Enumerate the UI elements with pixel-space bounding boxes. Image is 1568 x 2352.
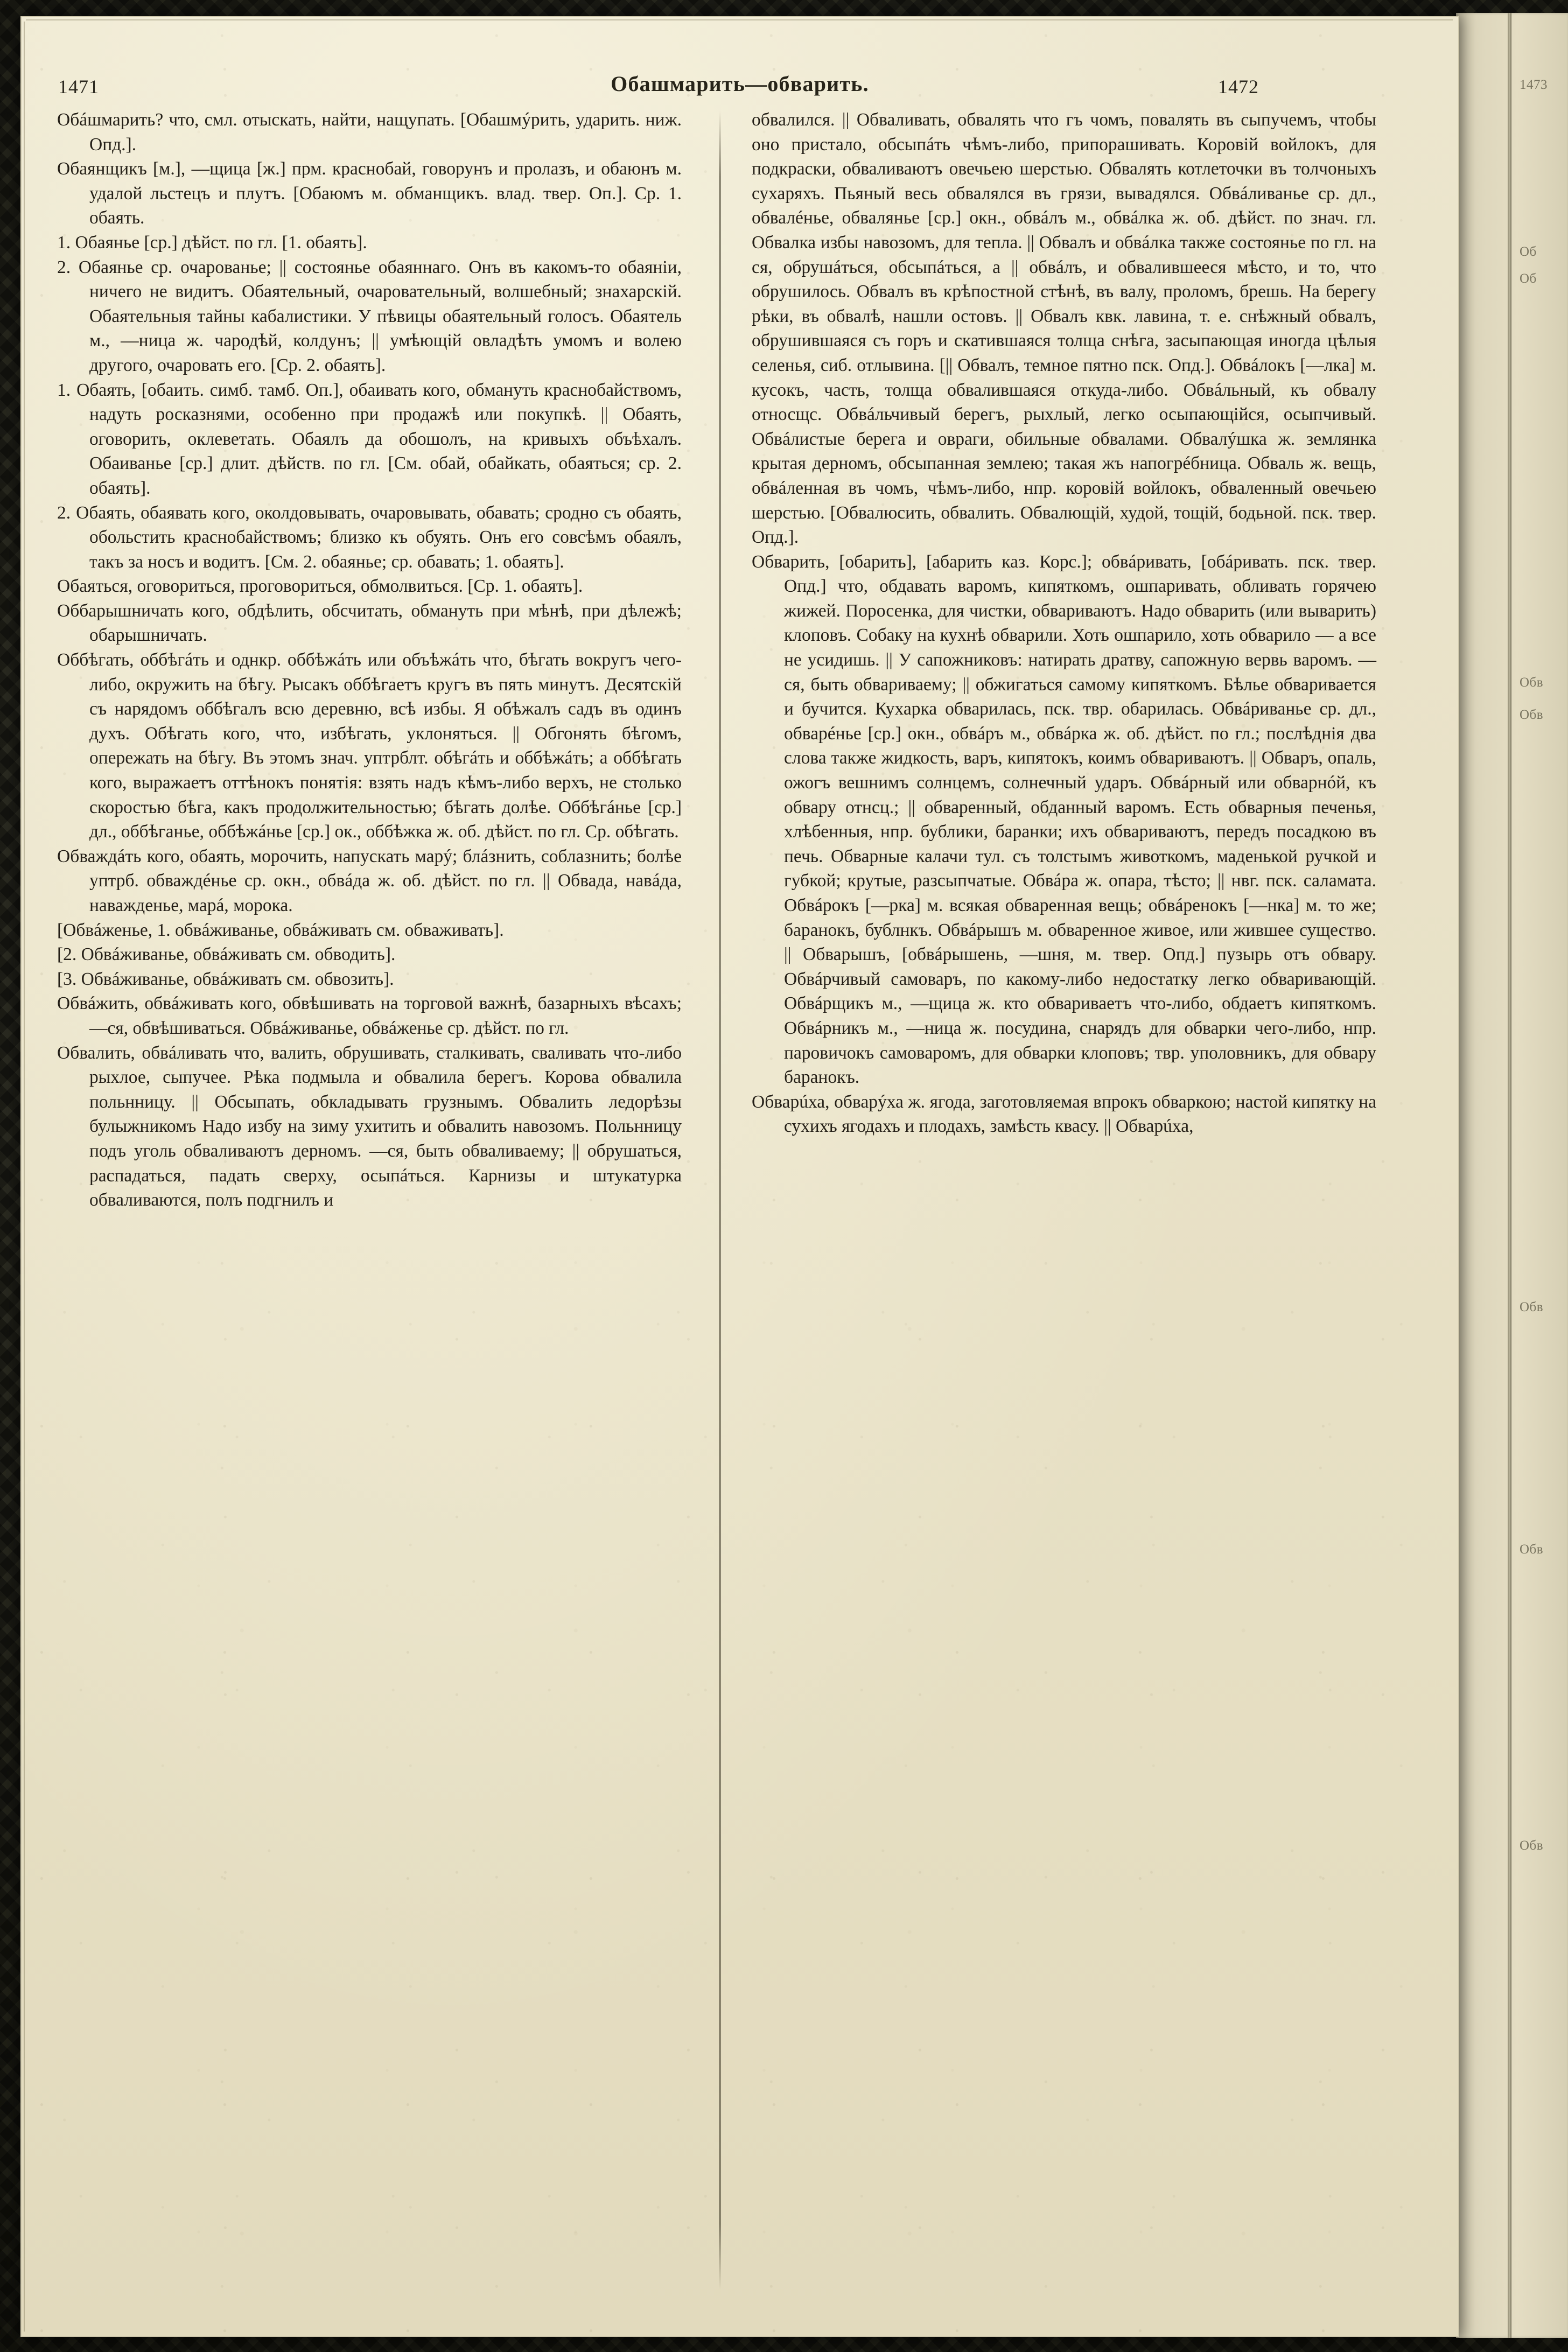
next-page-fragment-3: Обв	[1520, 675, 1544, 690]
dictionary-entry: 2. Обаять, обаявать кого, околдовывать, очаровывать, обавать; сродно съ обаять, обольстить краснобайствомъ; близко къ обуять. Онъ его совсѣмъ обаялъ, такъ за носъ и водитъ. [См. 2. обаянье; ср. обавать; 1. обаять].	[57, 502, 682, 572]
next-page-fragment-4: Обв	[1520, 708, 1544, 722]
dictionary-entry: Обвалить, обвáливать что, валить, обрушивать, сталкивать, сваливать что-либо рыхлое, сыпучее. Рѣка подмыла и обвалила берегъ. Корова обвалила польнницу. || Обсыпать, обкладывать грузнымъ. Обвалить ледорѣзы булыжникомъ Надо избу на зиму ухитить и обвалить навозомъ. Польнницу подъ уголь обваливаютъ дерномъ. —ся, быть обваливаему; || обрушаться, распадаться, падать сверху, осыпáться. Карнизы и штукатурка обваливаются, полъ подгнилъ и	[57, 1042, 682, 1210]
next-page-folio: 1473	[1520, 78, 1548, 92]
dictionary-entry: 2. Обаянье ср. очарованье; || состоянье обаяннаго. Онъ въ какомъ-то обаянiи, ничего не видитъ. Обаятельный, очаровательный, волшебный; знахарскiй. Обаятельныя тайны кабалистики. У пѣвицы обаятельный голосъ. Обаятель м., —ница ж. чародѣй, колдунъ; || умѣющiй овладѣть умомъ и волею другого, очаровать его. [Ср. 2. обаять].	[57, 257, 682, 375]
dictionary-entry: Обаяться, оговориться, проговориться, обмолвиться. [Ср. 1. обаять].	[57, 576, 583, 597]
dictionary-page	[22, 17, 1458, 2336]
dictionary-entry: Обаянщикъ [м.], —щица [ж.] прм. краснобай, говорунъ и пролазъ, и обаюнъ м. удалой льстецъ и плутъ. [Обаюмъ м. обманщикъ. влад. твер. Оп.]. Ср. 1. обаять.	[57, 159, 682, 228]
running-head: Обашмарить—обварить.	[611, 72, 869, 96]
dictionary-entry: Оббарышничать кого, обдѣлить, обсчитать, обмануть при мѣнѣ, при дѣлежѣ; обарышничать.	[57, 600, 682, 646]
next-page-fragment-6: Обв	[1520, 1542, 1544, 1557]
page-gutter-line	[1508, 13, 1511, 2338]
next-page-edge	[1456, 13, 1568, 2338]
dictionary-entry: Обварúха, обварýха ж. ягода, заготовляемая впрокъ обваркою; настой кипятку на сухихъ ягодахъ и плодахъ, замѣсть квасу. || Обварúха,	[752, 1091, 1376, 1137]
page-edge-bevel-top	[26, 19, 1453, 20]
dictionary-entry: Обваждáть кого, обаять, морочить, напускать марý; блáзнить, соблазнить; болѣе уптрб. обваждéнье ср. окн., обвáда ж. об. дѣйст. по гл. || Обвада, навáда, наважденье, марá, морока.	[57, 846, 682, 915]
dictionary-entry: Оббѣгать, оббѣгáть и однкр. оббѣжáть или объѣжáть что, бѣгать вокругъ чего-либо, окружить на бѣгу. Рысакъ оббѣгаетъ кругъ въ пять минутъ. Десятскiй съ нарядомъ оббѣгалъ всю деревню, всѣ избы. Я обѣжалъ садъ въ одинъ духъ. Обѣгать кого, что, избѣгать, уклоняться. || Обгонять бѣгомъ, опережать на бѣгу. Въ этомъ знач. уптрблт. обѣгáть и оббѣжáть; а оббѣгать кого, выражаетъ оттѣнокъ понятiя: взять надъ кѣмъ-либо верхъ, не столько скоростью бѣга, какъ продолжительностью; бѣгать долѣе. Оббѣгáнье [ср.] дл., оббѣганье, оббѣжáнье [ср.] ок., оббѣжка ж. об. дѣйст. по гл. Ср. обѣгать.	[57, 650, 682, 842]
dictionary-entry: [Обвáженье, 1. обвáживанье, обвáживать см. обваживать].	[57, 920, 504, 940]
column-divider-rule	[719, 111, 721, 2290]
dictionary-entry: Обáшмарить? что, смл. отыскать, найти, нащупать. [Обашмýрить, ударить. ниж. Опд.].	[57, 110, 682, 155]
dictionary-entry: 1. Обаять, [обаить. симб. тамб. Оп.], обаивать кого, обмануть краснобайствомъ, надуть росказнями, особенно при продажѣ или покупкѣ. || Обаять, оговорить, оклеветать. Обаялъ да обошолъ, на кривыхъ объѣхалъ. Обаиванье [ср.] длит. дѣйств. по гл. [См. обай, обайкать, обаяться; ср. 2. обаять].	[57, 380, 682, 498]
column-left	[57, 108, 682, 1213]
dictionary-entry: Обвáжить, обвáживать кого, обвѣшивать на торговой важнѣ, базарныхъ вѣсахъ; —ся, обвѣшиваться. Обвáживанье, обвáженье ср. дѣйст. по гл.	[57, 993, 682, 1038]
dictionary-entry: [2. Обвáживанье, обвáживать см. обводить].	[57, 944, 396, 965]
next-page-fragment-7: Обв	[1520, 1838, 1544, 1853]
next-page-fragment-5: Обв	[1520, 1300, 1544, 1314]
dictionary-entry: [3. Обвáживанье, обвáживать см. обвозить].	[57, 969, 394, 989]
page-header	[22, 50, 1458, 98]
folio-right: 1472	[1218, 76, 1259, 97]
dictionary-entry: Обварить, [обарить], [абарить каз. Корс.]; обвáривать, [обáривать. пск. твер. Опд.] что, обдавать варомъ, кипяткомъ, ошпаривать, обливать горячею жижей. Поросенка, для чистки, обвариваютъ. Надо обварить (или выварить) клоповъ. Собаку на кухнѣ обварили. Хоть ошпарило, хоть обварило — а все не усидишь. || У сапожниковъ: натирать дратву, сапожную вервь варомъ. —ся, быть обвариваему; || обжигаться самому кипяткомъ. Бѣлье обваривается и бучится. Кухарка обварилась, пск. твр. обарилась. Обвáриванье ср. дл., обварéнье [ср.] окн., обвáръ м., обвáрка ж. об. дѣйст. по гл.; послѣднiя два слова также жидкость, варъ, кипятокъ, коимъ обвариваютъ. || Обваръ, опаль, ожогъ вешнимъ солнцемъ, солнечный ударъ. Обвáрный или обварнóй, къ обвару отнсц.; || обваренный, обданный варомъ. Есть обварныя печенья, хлѣбенныя, нпр. бублики, баранки; ихъ обвариваютъ, передъ посадкою въ печь. Обварные калачи тул. съ толстымъ животкомъ, маденькой ручкой и губкой; крутые, разсыпчатые. Обвáра ж. опара, тѣсто; || нвг. пск. саламата. Обвáрокъ [—рка] м. всякая обваренная вещь; обвáренокъ [—нка] м. то же; баранокъ, бублнкъ. Обвáрышъ м. обваренное живое, или жившее существо. || Обварышъ, [обвáрышень, —шня, м. твер. Опд.] пузырь отъ обвару. Обвáрчивый самоваръ, по какому-либо недостатку легко обваривающiй. Обвáрщикъ м., —щица ж. кто обвариваетъ что-либо, обдаетъ кипяткомъ. Обвáрникъ м., —ница ж. посудина, снарядъ для обварки чего-либо, нпр. паровичокъ самоваромъ, для обварки клоповъ; твр. уполовникъ, для обвару баранокъ.	[752, 551, 1376, 1088]
next-page-fragment-1: Об	[1520, 244, 1537, 259]
dictionary-entry: обвалился. || Обваливать, обвалять что гъ чомъ, повалять въ сыпучемъ, чтобы оно пристало, обсыпáть чѣмъ-либо, припорашивать. Коровiй войлокъ, для подкраски, обваливаютъ овечьею шерстью. Обвалять котлеточки въ толчоныхъ сухаряхъ. Пьяный весь обвалялся въ грязи, вывадялся. Обвáливанье ср. дл., обвалéнье, обвалянье [ср.] окн., обвáлъ м., обвáлка ж. об. дѣйст. по знач. гл. Обвалка избы навозомъ, для тепла. || Обвалъ и обвáлка также состоянье по гл. на ся, обрушáться, обсыпáться, а || обвáлъ, и обвалившееся мѣсто, и то, что обрушилось. Обвалъ въ крѣпостной стѣнѣ, въ валу, проломъ, брешь. На берегу рѣки, въ обвалѣ, нашли остовъ. || Обвалъ квк. лавина, т. е. снѣжный обвалъ, обрушившаяся съ горъ и скатившаяся толща снѣга, засыпающая иногда цѣлыя селенья, сиб. отлывина. [|| Обвалъ, темное пятно пск. Опд.]. Обвáлокъ [—лка] м. кусокъ, часть, толща обвалившаяся откуда-либо. Обвáльный, къ обвалу относщс. Обвáльчивый берегъ, рыхлый, легко осыпающiйся, осыпчивый. Обвáлистые берега и овраги, обильные обвалами. Обвалýшка ж. землянка крытая дерномъ, обсыпанная землею; такая жъ напогрéбница. Обваль ж. вещь, обвáленная въ чомъ, чѣмъ-либо, нпр. коровiй войлокъ, обваленный овечьею шерстью. [Обвалюсить, обвалить. Обвалющiй, худой, тощiй, бодьной. пск. твер. Опд.].	[752, 110, 1376, 548]
column-right	[752, 108, 1376, 1139]
next-page-fragment-2: Об	[1520, 271, 1537, 286]
folio-left: 1471	[58, 76, 99, 97]
text-columns	[22, 108, 1458, 2294]
dictionary-entry: 1. Обаянье [ср.] дѣйст. по гл. [1. обаять].	[57, 232, 367, 253]
